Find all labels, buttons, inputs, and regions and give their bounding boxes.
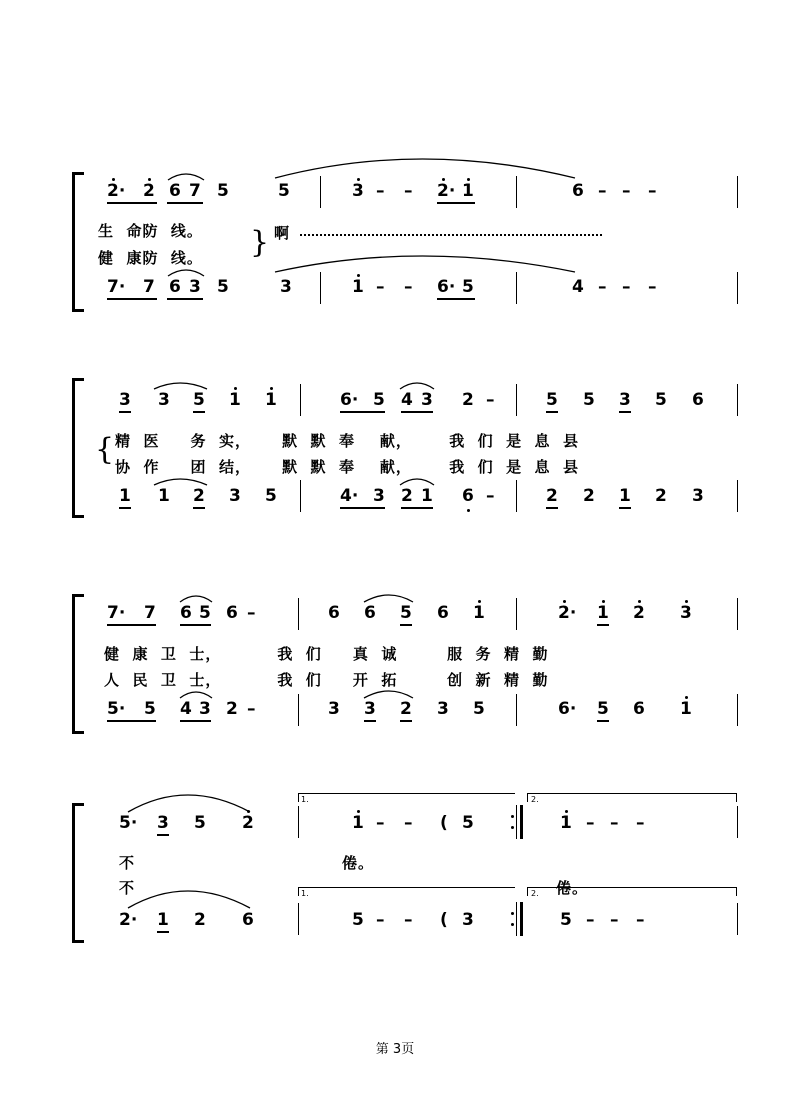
- note: –: [636, 910, 645, 930]
- page-number: 第 3页: [375, 1042, 415, 1057]
- note: 1: [119, 486, 131, 506]
- note: 7·: [107, 277, 126, 297]
- slur: [180, 596, 212, 602]
- note: 1: [158, 486, 170, 506]
- note: –: [586, 910, 595, 930]
- note: 5: [462, 277, 474, 297]
- note: 5: [193, 390, 205, 410]
- note: 3: [352, 181, 364, 201]
- note: 5: [473, 699, 485, 719]
- note: 1: [421, 486, 433, 506]
- slur: [364, 595, 413, 602]
- slur: [400, 383, 434, 389]
- note: 1: [352, 813, 364, 833]
- lyric-line: 倦。: [556, 879, 589, 897]
- note: 7·: [107, 603, 126, 623]
- note: –: [598, 277, 607, 297]
- note: –: [610, 813, 619, 833]
- lyric-line: 人 民 卫 士， 我 们 开 拓 创 新 精 勤: [104, 671, 549, 689]
- note: 2·: [437, 181, 456, 201]
- note: 3: [462, 910, 474, 930]
- note: 5: [144, 699, 156, 719]
- interjection: 啊: [274, 224, 291, 242]
- note: 5: [546, 390, 558, 410]
- note: 3: [680, 603, 692, 623]
- note: 6: [572, 181, 584, 201]
- slur: [364, 691, 413, 698]
- volta-label: 2.: [531, 795, 539, 804]
- note: 1: [265, 390, 277, 410]
- note: 6: [364, 603, 376, 623]
- note: 6·: [558, 699, 577, 719]
- slur: [275, 159, 575, 178]
- lyric-line: 精 医 务 实， 默 默 奉 献， 我 们 是 息 县: [115, 432, 579, 450]
- note: 2: [546, 486, 558, 506]
- note: 6: [169, 277, 181, 297]
- note: 3: [437, 699, 449, 719]
- note: –: [247, 699, 256, 719]
- note: 5: [597, 699, 609, 719]
- note: 6: [633, 699, 645, 719]
- note: 6·: [437, 277, 456, 297]
- slur: [275, 256, 575, 272]
- note: –: [610, 910, 619, 930]
- note: 3: [119, 390, 131, 410]
- note: 1: [229, 390, 241, 410]
- note: 2: [462, 390, 474, 410]
- note: 3: [364, 699, 376, 719]
- note: –: [648, 277, 657, 297]
- note: 5: [217, 181, 229, 201]
- note: 1: [560, 813, 572, 833]
- note: 2: [143, 181, 155, 201]
- lyric-line: 健 康防 线。: [98, 249, 203, 267]
- note: 1: [473, 603, 485, 623]
- note: 6·: [340, 390, 359, 410]
- note: 3: [619, 390, 631, 410]
- note: 5: [655, 390, 667, 410]
- note: –: [486, 486, 495, 506]
- note: 6: [242, 910, 254, 930]
- note: 3: [280, 277, 292, 297]
- lyric-line: 不: [119, 879, 136, 897]
- note: –: [622, 181, 631, 201]
- note: 4: [572, 277, 584, 297]
- note: (: [440, 813, 448, 833]
- slur: [168, 174, 204, 180]
- volta-label: 1.: [301, 889, 309, 898]
- note: 1: [462, 181, 474, 201]
- lyric-line: 健 康 卫 士， 我 们 真 诚 服 务 精 勤: [104, 645, 549, 663]
- note: 3: [189, 277, 201, 297]
- note: 4·: [340, 486, 359, 506]
- note: 5: [217, 277, 229, 297]
- note: 5: [278, 181, 290, 201]
- slur: [400, 479, 434, 485]
- note: 3: [229, 486, 241, 506]
- slur: [128, 891, 250, 908]
- note: –: [486, 390, 495, 410]
- note: 2·: [107, 181, 126, 201]
- note: 6: [169, 181, 181, 201]
- note: 4: [180, 699, 192, 719]
- volta-label: 2.: [531, 889, 539, 898]
- slur: [168, 270, 204, 276]
- note: 2: [655, 486, 667, 506]
- note: 4: [401, 390, 413, 410]
- slur: [180, 692, 212, 698]
- note: 5·: [119, 813, 138, 833]
- note: 7: [189, 181, 201, 201]
- note: 6: [692, 390, 704, 410]
- note: 3: [421, 390, 433, 410]
- lyric-line: 倦。: [342, 854, 375, 872]
- note: 3: [328, 699, 340, 719]
- note: 3: [157, 813, 169, 833]
- lyric-line: 生 命防 线。: [98, 222, 203, 240]
- lyric-line: 协 作 团 结， 默 默 奉 献， 我 们 是 息 县: [115, 458, 579, 476]
- note: 2·: [558, 603, 577, 623]
- note: 6: [180, 603, 192, 623]
- note: –: [586, 813, 595, 833]
- note: 5: [194, 813, 206, 833]
- note: 1: [597, 603, 609, 623]
- note: –: [404, 277, 413, 297]
- note: –: [376, 277, 385, 297]
- note: 6: [226, 603, 238, 623]
- note: (: [440, 910, 448, 930]
- slur: [154, 479, 207, 485]
- note: 7: [144, 603, 156, 623]
- note: –: [376, 910, 385, 930]
- note: 5: [265, 486, 277, 506]
- note: 2: [400, 699, 412, 719]
- note: –: [376, 181, 385, 201]
- lyric-line: 不: [119, 854, 136, 872]
- note: 2: [226, 699, 238, 719]
- note: –: [622, 277, 631, 297]
- slur: [128, 795, 250, 812]
- note: –: [636, 813, 645, 833]
- note: 5·: [107, 699, 126, 719]
- note: –: [598, 181, 607, 201]
- note: –: [404, 813, 413, 833]
- slur: [154, 383, 207, 389]
- note: 5: [560, 910, 572, 930]
- note: 6: [437, 603, 449, 623]
- note: 5: [199, 603, 211, 623]
- note: –: [648, 181, 657, 201]
- note: 3: [692, 486, 704, 506]
- note: 2: [193, 486, 205, 506]
- note: 6: [328, 603, 340, 623]
- note: 3: [158, 390, 170, 410]
- note: 5: [400, 603, 412, 623]
- note: 5: [583, 390, 595, 410]
- note: 2: [401, 486, 413, 506]
- note: 2: [242, 813, 254, 833]
- note: 5: [373, 390, 385, 410]
- volta-label: 1.: [301, 795, 309, 804]
- note: 2: [194, 910, 206, 930]
- note: –: [376, 813, 385, 833]
- note: 1: [619, 486, 631, 506]
- note: 5: [462, 813, 474, 833]
- note: 5: [352, 910, 364, 930]
- note: 1: [352, 277, 364, 297]
- note: 7: [143, 277, 155, 297]
- note: –: [247, 603, 256, 623]
- note: 1: [157, 910, 169, 930]
- note: 6: [462, 486, 474, 506]
- note: 2: [633, 603, 645, 623]
- brace: {: [95, 432, 115, 467]
- note: 3: [373, 486, 385, 506]
- note: 1: [680, 699, 692, 719]
- note: –: [404, 181, 413, 201]
- brace: }: [250, 225, 270, 260]
- note: 3: [199, 699, 211, 719]
- note: –: [404, 910, 413, 930]
- note: 2: [583, 486, 595, 506]
- note: 2·: [119, 910, 138, 930]
